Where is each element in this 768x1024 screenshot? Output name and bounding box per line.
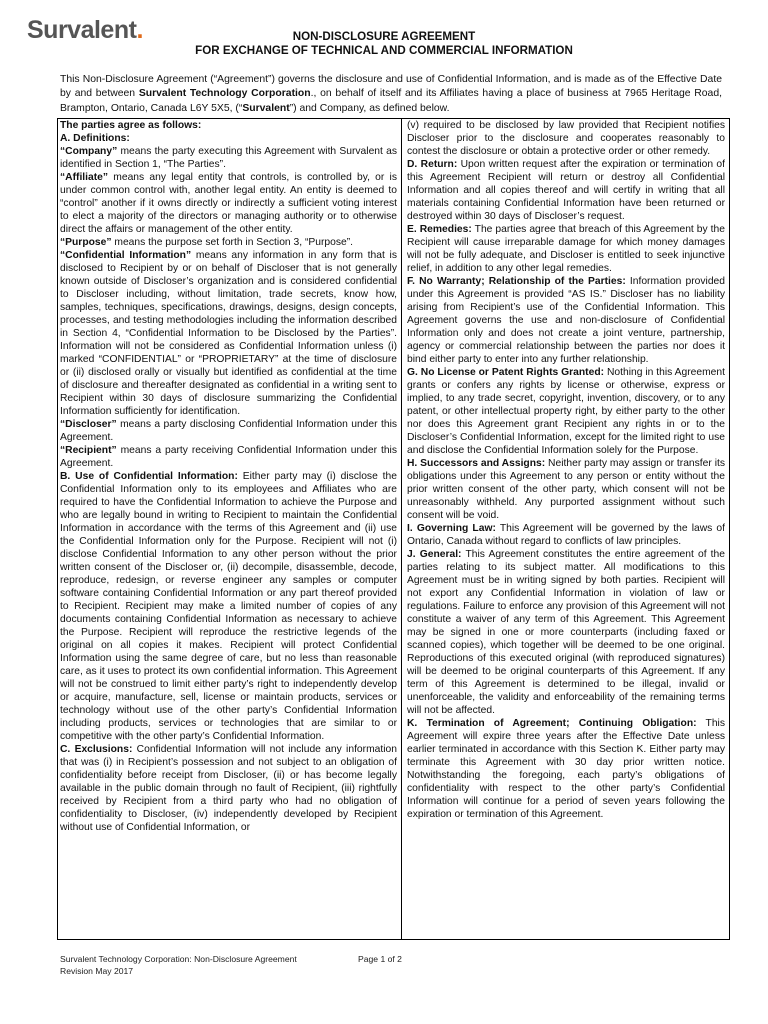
section-c-continued: (v) required to be disclosed by law provided that Recipient notifies Discloser prior to the disclosure and cooperates reasonably to contest the disclosure or obtain a protective order or other remedy.: [407, 120, 725, 157]
section-i: [407, 522, 725, 548]
terms-right-column: [407, 119, 725, 821]
definition-text: means any legal entity that controls, is controlled by, or is under common control with, another legal entity. An entity is deemed to “control” another if it owns directly or indirectly a sufficient voting interest to elect a majority of the directors or managing authority or to otherwise direct the affairs or management of the other entity.: [60, 172, 397, 235]
section-e: [407, 223, 725, 275]
section-j-heading: J. General:: [407, 549, 462, 560]
definition-discloser: [60, 418, 397, 444]
section-g-heading: G. No License or Patent Rights Granted:: [407, 367, 605, 378]
intro-text-1: This Non-Disclosure Agreement (“Agreement”) governs the disclosure and use of Confidential Information, and is made as of the Effective Date by and between: [60, 74, 722, 100]
section-f-heading: F. No Warranty; Relationship of the Parties:: [407, 276, 626, 287]
section-f: [407, 275, 725, 366]
term-discloser: “Discloser”: [60, 419, 117, 430]
page-number: Page 1 of 2: [358, 954, 402, 964]
section-j-text: This Agreement constitutes the entire agreement of the parties relating to its subject matter. All modifications to this Agreement must be in writing signed by both parties. Recipient will not export any Confidential Information in violation of law or regulations. Failure to enforce any provision of this Agreement will not constitute a waiver of any term of this Agreement. This Agreement may be signed in one or more counterparts (including faxed or scanned copies), which together will be deemed to be one original. Reproductions of this executed original (with reproduced signatures) will be deemed to be original counterparts of this Agreement. If any term of this Agreement is determined to be illegal, invalid or unenforceable, the validity and enforceability of the remaining terms will not be affected.: [407, 549, 725, 716]
definition-recipient: [60, 444, 397, 470]
term-confidential-information: “Confidential Information”: [60, 250, 192, 261]
section-b: [60, 470, 397, 743]
section-k: [407, 717, 725, 821]
definition-confidential-information: [60, 249, 397, 418]
section-e-text: The parties agree that breach of this Agreement by the Recipient will cause irreparable damage for which money damages will not be fully adequate, and Discloser is entitled to seek injunctive relief, in addition to any other legal remedies.: [407, 224, 725, 274]
section-i-text: This Agreement will be governed by the laws of Ontario, Canada without regard to conflicts of law principles.: [407, 523, 725, 547]
term-purpose: “Purpose”: [60, 237, 112, 248]
definition-text: means the party executing this Agreement with Survalent as identified in Section 1, “The Parties”.: [60, 146, 397, 170]
section-k-heading: K. Termination of Agreement; Continuing Obligation:: [407, 718, 697, 729]
definition-purpose: [60, 236, 397, 249]
terms-intro-heading: The parties agree as follows:: [60, 120, 202, 131]
definition-text: means any information in any form that is disclosed to Recipient by or on behalf of Discloser that is not generally known outside of Discloser’s organization and is considered confidential to Discloser including, without limitation, trade secrets, know how, samples, techniques, specifications, drawings, designs, design concepts, processes, and testing methodologies including the information described in Section 4, “Confidential Information to be Disclosed by the Parties”. Information will not be considered as Confidential Information unless (i) marked “CONFIDENTIAL” or “PROPRIETARY” at the time of disclosure or (ii) disclosed orally or visually but identified as confidential at the time of disclosure and thereafter designated as confidential in a writing sent to Recipient within 30 days of disclosure summarizing the Confidential Information sufficiently for identification.: [60, 250, 397, 417]
column-divider: [401, 118, 402, 940]
definition-text: means the purpose set forth in Section 3, “Purpose”.: [111, 237, 354, 248]
section-d-text: Upon written request after the expiration or termination of this Agreement Recipient will return or destroy all Confidential Information and all copies thereof and will certify in writing that all materials containing Confidential Information have been returned or destroyed within 30 days of Discloser’s request.: [407, 159, 726, 222]
footer-company: Survalent Technology Corporation: Non-Disclosure Agreement: [60, 954, 297, 964]
section-f-text: Information provided under this Agreement is provided “AS IS.” Discloser has no liability arising from Recipient’s use of the Confidential Information. This Agreement governs the use and non-disclosure of Confidential Information only and does not create a joint venture, partnership, agency or commercial relationship between the parties nor does it bind either party to enter into any further relationship.: [407, 276, 725, 365]
intro-text-3: ”) and Company, as defined below.: [289, 102, 450, 114]
title-line-1: NON-DISCLOSURE AGREEMENT: [292, 30, 476, 43]
section-e-heading: E. Remedies:: [407, 224, 472, 235]
section-d-heading: D. Return:: [407, 159, 458, 170]
section-b-heading: B. Use of Confidential Information:: [60, 471, 238, 482]
term-company: “Company”: [60, 146, 118, 157]
section-j: [407, 548, 725, 717]
section-g-text: Nothing in this Agreement grants or confers any rights by license or otherwise, express or implied, to any trade secret, copyright, invention, discovery, or to any patent, or other intellectual property right, by either party to the other nor does this Agreement grant Recipient any rights in or to the Discloser’s Confidential Information, except for the limited right to use and disclose the Confidential Information solely for the Purpose.: [407, 367, 725, 456]
term-recipient: “Recipient”: [60, 445, 117, 456]
section-c-text: Confidential Information will not include any information that was (i) in Recipient’s possession and not subject to an obligation of confidentiality before receipt from Discloser, (ii) or has become legally available in the public domain through no fault of Recipient, (iii) rightfully received by Recipient from a third party who had no obligation of confidentiality to Discloser, (iv) independently developed by Recipient without use of Confidential Information, or: [60, 744, 397, 833]
definition-text: means a party disclosing Confidential Information under this Agreement.: [60, 419, 397, 443]
section-b-text: Either party may (i) disclose the Confidential Information only to its employees and Affiliates who are required to have the Confidential Information to achieve the Purpose and who are legally bound in writing to Recipient to maintain the Confidential Information in accordance with the terms of this Agreement and (ii) use the Confidential Information only for the Purpose. Recipient will not (i) disclose Confidential Information to any other person without the prior written consent of the Discloser or, (ii) decompile, disassemble, decode, reproduce, redesign, or reverse engineer any samples or computer software containing Confidential Information or any part thereof provided to Recipient. Recipient may make a limited number of copies of any documents containing Confidential Information as necessary to achieve the Purpose. Recipient will reproduce the restrictive legends of the original on all copies it makes. Recipient will protect Confidential Information using the same degree of care, but no less than reasonable care, as it uses to protect its own confidential information. This Agreement will not be construed to limit either party’s right to independently develop or acquire, manufacture, sell, license or maintain products, services or technology without use of the other party’s Confidential Information including products, services or technologies that are similar to or competitive with the other party’s Confidential Information.: [60, 471, 397, 742]
logo-text: Survalent: [27, 16, 137, 44]
intro-short-name: Survalent: [242, 102, 290, 114]
intro-text-2: ., on behalf of itself and its Affiliates having a place of business at 7965 Heritage Road, Brampton, Ontario, Canada L6Y 5X5, (“: [60, 88, 722, 114]
terms-left-column: [60, 119, 397, 834]
term-affiliate: “Affiliate”: [60, 172, 109, 183]
definition-affiliate: [60, 171, 397, 236]
footer-revision: Revision May 2017: [60, 966, 134, 976]
section-k-text: This Agreement will expire three years after the Effective Date unless earlier terminated in accordance with this Section K. Either party may terminate this Agreement with 30 day prior written notice. Notwithstanding the foregoing, each party’s obligations of confidentiality with respect to the other party’s Confidential Information will continue for a period of seven years following the expiration or termination of this Agreement.: [407, 718, 725, 820]
section-c: [60, 743, 397, 834]
section-a-heading: A. Definitions:: [60, 133, 130, 144]
intro-paragraph: [60, 73, 722, 116]
section-i-heading: I. Governing Law:: [407, 523, 496, 534]
section-h-heading: H. Successors and Assigns:: [407, 458, 546, 469]
section-h: [407, 457, 725, 522]
page-footer: [60, 953, 402, 977]
logo-dot: .: [136, 16, 143, 44]
definition-company: [60, 145, 397, 171]
title-line-2: FOR EXCHANGE OF TECHNICAL AND COMMERCIAL INFORMATION: [195, 44, 573, 57]
definition-text: means a party receiving Confidential Information under this Agreement.: [60, 445, 397, 469]
section-d: [407, 158, 725, 223]
intro-company-name: Survalent Technology Corporation: [138, 88, 311, 100]
section-g: [407, 366, 725, 457]
section-c-heading: C. Exclusions:: [60, 744, 133, 755]
document-title: [0, 30, 768, 58]
section-h-text: Neither party may assign or transfer its obligations under this Agreement to any person or entity without the prior written consent of the other party, which consent will not be unreasonably withheld. Any purported assignment without such consent will be void.: [407, 458, 725, 521]
